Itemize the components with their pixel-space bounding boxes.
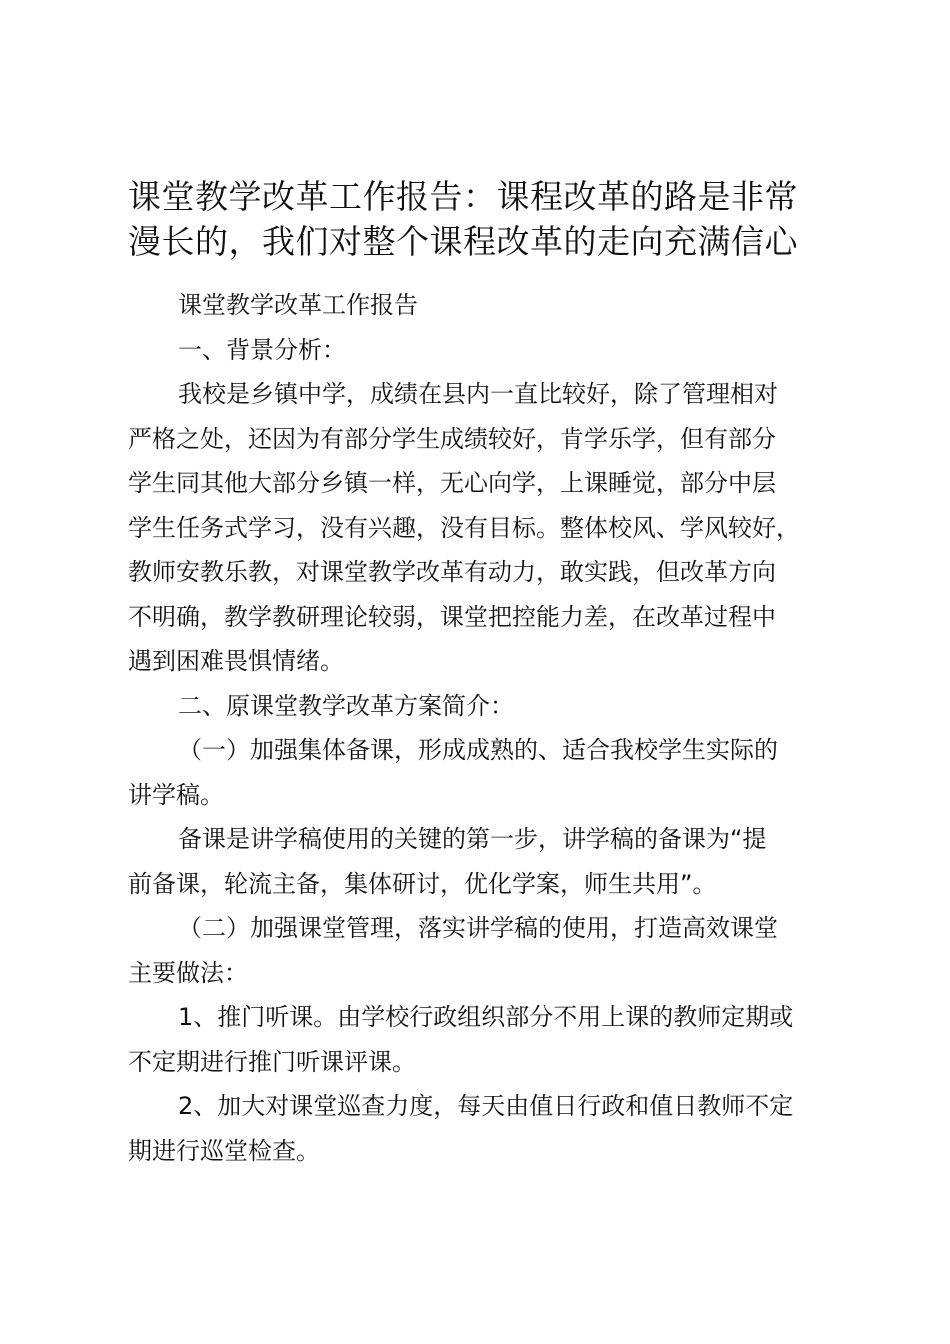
paragraph-line: 遇到困难畏惧情绪。 <box>128 647 344 675</box>
paragraph-line: （一）加强集体备课，形成成熟的、适合我校学生实际的 <box>178 736 778 764</box>
paragraph-line: 不定期进行推门听课评课。 <box>128 1047 416 1076</box>
paragraph-line: 严格之处，还因为有部分学生成绩较好，肯学乐学，但有部分 <box>128 424 776 453</box>
paragraph-line: 备课是讲学稿使用的关键的第一步，讲学稿的备课为“提 <box>178 825 767 853</box>
paragraph-line: 学生任务式学习，没有兴趣，没有目标。整体校风、学风较好， <box>128 513 800 542</box>
paragraph-line: 主要做法： <box>128 958 248 987</box>
subtitle: 课堂教学改革工作报告 <box>178 291 418 319</box>
paragraph-line: 学生同其他大部分乡镇一样，无心向学，上课睡觉，部分中层 <box>128 469 776 497</box>
paragraph-line: 讲学稿。 <box>128 780 224 809</box>
document-title <box>128 174 848 264</box>
paragraph-line: 1、推门听课。由学校行政组织部分不用上课的教师定期或 <box>178 1003 794 1031</box>
paragraph-line: 期进行巡堂检查。 <box>128 1136 320 1165</box>
paragraph-line: 教师安教乐教，对课堂教学改革有动力，敢实践，但改革方向 <box>128 558 776 586</box>
paragraph-line: 2、加大对课堂巡查力度，每天由值日行政和值日教师不定 <box>178 1092 794 1120</box>
title-line: 课堂教学改革工作报告：课程改革的路是非常 <box>128 177 798 216</box>
section-heading: 二、原课堂教学改革方案简介： <box>178 691 514 720</box>
paragraph-line: （二）加强课堂管理，落实讲学稿的使用，打造高效课堂 <box>178 914 778 942</box>
paragraph-line: 前备课，轮流主备，集体研讨，优化学案，师生共用”。 <box>128 869 717 898</box>
title-line: 漫长的，我们对整个课程改革的走向充满信心 <box>128 222 798 261</box>
section-heading: 一、背景分析： <box>178 335 346 364</box>
paragraph-line: 不明确，教学教研理论较弱，课堂把控能力差，在改革过程中 <box>128 602 776 631</box>
paragraph-line: 我校是乡镇中学，成绩在县内一直比较好，除了管理相对 <box>178 380 778 408</box>
document-body <box>128 283 838 1173</box>
